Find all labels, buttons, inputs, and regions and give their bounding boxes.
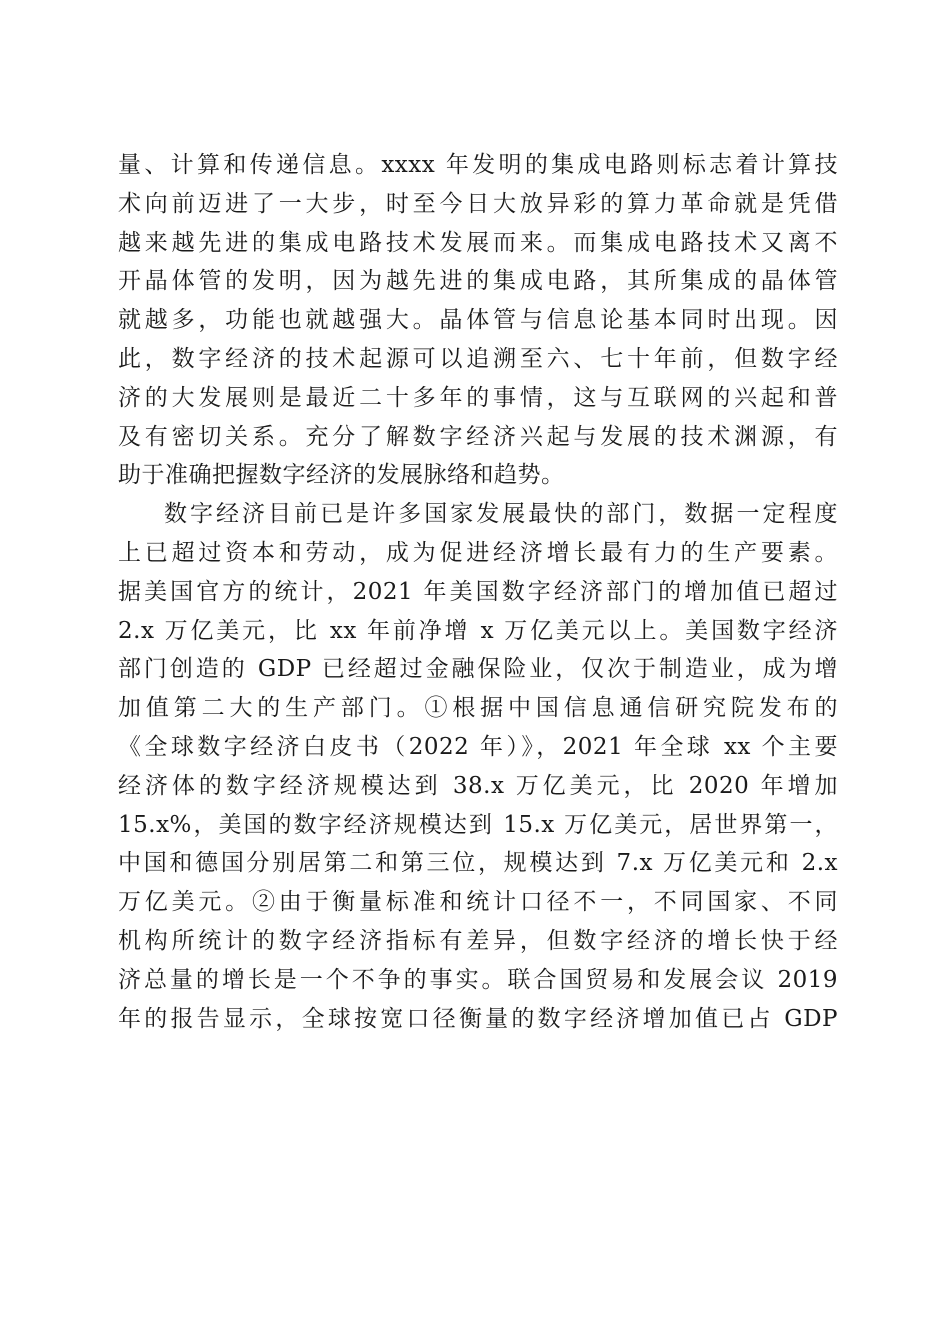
text-line: 此，数字经济的技术起源可以追溯至六、七十年前，但数字经	[118, 345, 838, 372]
text-line: 《全球数字经济白皮书（2022 年）》，2021 年全球 xx 个主要	[118, 733, 838, 760]
text-line: 量、计算和传递信息。xxxx 年发明的集成电路则标志着计算技	[118, 152, 838, 178]
text-line: 济的大发展则是最近二十多年的事情，这与互联网的兴起和普	[118, 384, 838, 411]
text-line: 部门创造的 GDP 已经超过金融保险业，仅次于制造业，成为增	[118, 656, 838, 683]
text-line: 助于准确把握数字经济的发展脉络和趋势。	[118, 462, 565, 489]
text-line: 经济体的数字经济规模达到 38.x 万亿美元，比 2020 年增加	[118, 772, 838, 799]
text-line: 术向前迈进了一大步，时至今日大放异彩的算力革命就是凭借	[118, 190, 838, 217]
text-line: 就越多，功能也就越强大。晶体管与信息论基本同时出现。因	[118, 307, 838, 334]
text-line: 据美国官方的统计，2021 年美国数字经济部门的增加值已超过	[118, 578, 838, 605]
text-line: 2.x 万亿美元，比 xx 年前净增 x 万亿美元以上。美国数字经济	[118, 617, 838, 644]
text-line: 越来越先进的集成电路技术发展而来。而集成电路技术又离不	[118, 229, 838, 256]
text-line: 年的报告显示，全球按宽口径衡量的数字经济增加值已占 GDP	[118, 1005, 838, 1032]
text-line: 及有密切关系。充分了解数字经济兴起与发展的技术渊源，有	[118, 423, 838, 450]
text-line: 上已超过资本和劳动，成为促进经济增长最有力的生产要素。	[118, 539, 838, 566]
text-line: 15.x%，美国的数字经济规模达到 15.x 万亿美元，居世界第一，	[118, 811, 838, 838]
paragraph-1	[118, 146, 838, 495]
text-line: 济总量的增长是一个不争的事实。联合国贸易和发展会议 2019	[118, 966, 838, 993]
text-line: 加值第二大的生产部门。①根据中国信息通信研究院发布的	[118, 695, 838, 722]
text-line: 机构所统计的数字经济指标有差异，但数字经济的增长快于经	[118, 927, 838, 954]
text-line: 数字经济目前已是许多国家发展最快的部门，数据一定程度	[164, 501, 838, 528]
paragraph-2	[118, 495, 838, 1038]
body-text	[118, 146, 838, 1038]
text-line: 开晶体管的发明，因为越先进的集成电路，其所集成的晶体管	[118, 268, 838, 295]
text-line: 中国和德国分别居第二和第三位，规模达到 7.x 万亿美元和 2.x	[118, 850, 838, 877]
text-line: 万亿美元。②由于衡量标准和统计口径不一，不同国家、不同	[118, 889, 838, 916]
